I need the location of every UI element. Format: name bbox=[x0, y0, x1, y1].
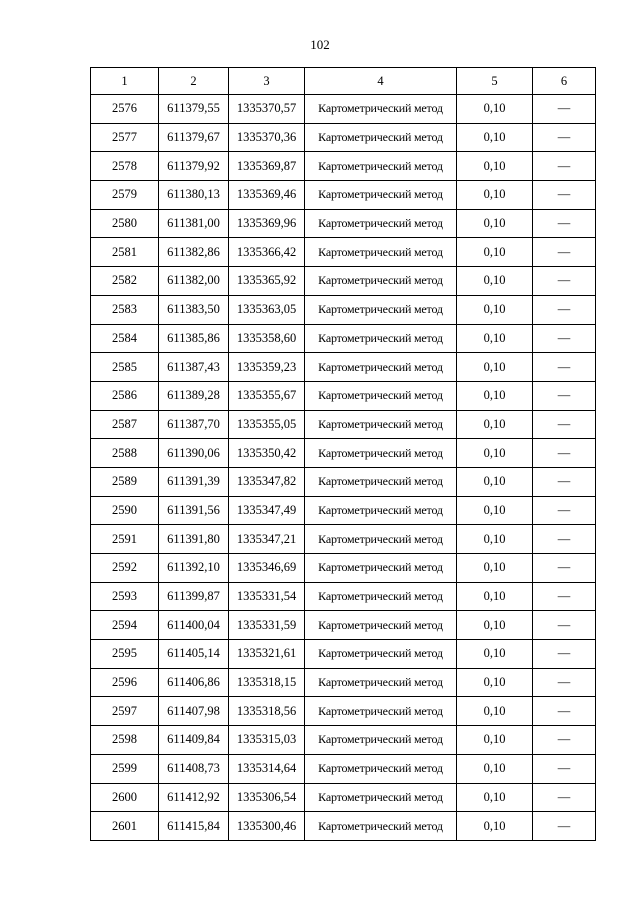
x-coordinate-cell: 611379,67 bbox=[159, 123, 229, 152]
x-coordinate-cell: 611389,28 bbox=[159, 381, 229, 410]
method-cell: Картометрический метод bbox=[305, 754, 457, 783]
y-coordinate-cell: 1335370,36 bbox=[229, 123, 305, 152]
method-cell: Картометрический метод bbox=[305, 238, 457, 267]
note-cell: — bbox=[533, 582, 596, 611]
table-row bbox=[91, 324, 596, 353]
x-coordinate-cell: 611415,84 bbox=[159, 812, 229, 841]
note-cell: — bbox=[533, 181, 596, 210]
accuracy-cell: 0,10 bbox=[457, 123, 533, 152]
y-coordinate-cell: 1335355,05 bbox=[229, 410, 305, 439]
y-coordinate-cell: 1335358,60 bbox=[229, 324, 305, 353]
note-cell: — bbox=[533, 812, 596, 841]
x-coordinate-cell: 611391,39 bbox=[159, 467, 229, 496]
note-cell: — bbox=[533, 783, 596, 812]
point-number-cell: 2597 bbox=[91, 697, 159, 726]
column-header: 4 bbox=[305, 68, 457, 95]
method-cell: Картометрический метод bbox=[305, 611, 457, 640]
note-cell: — bbox=[533, 410, 596, 439]
y-coordinate-cell: 1335306,54 bbox=[229, 783, 305, 812]
method-cell: Картометрический метод bbox=[305, 123, 457, 152]
note-cell: — bbox=[533, 611, 596, 640]
y-coordinate-cell: 1335347,21 bbox=[229, 525, 305, 554]
y-coordinate-cell: 1335315,03 bbox=[229, 726, 305, 755]
note-cell: — bbox=[533, 697, 596, 726]
method-cell: Картометрический метод bbox=[305, 353, 457, 382]
accuracy-cell: 0,10 bbox=[457, 783, 533, 812]
x-coordinate-cell: 611399,87 bbox=[159, 582, 229, 611]
note-cell: — bbox=[533, 123, 596, 152]
x-coordinate-cell: 611406,86 bbox=[159, 668, 229, 697]
table-header-row bbox=[91, 68, 596, 95]
y-coordinate-cell: 1335318,56 bbox=[229, 697, 305, 726]
x-coordinate-cell: 611379,92 bbox=[159, 152, 229, 181]
method-cell: Картометрический метод bbox=[305, 640, 457, 669]
table-row bbox=[91, 812, 596, 841]
table-row bbox=[91, 697, 596, 726]
point-number-cell: 2591 bbox=[91, 525, 159, 554]
note-cell: — bbox=[533, 668, 596, 697]
point-number-cell: 2589 bbox=[91, 467, 159, 496]
column-header: 6 bbox=[533, 68, 596, 95]
point-number-cell: 2586 bbox=[91, 381, 159, 410]
table-row bbox=[91, 381, 596, 410]
y-coordinate-cell: 1335331,54 bbox=[229, 582, 305, 611]
table-row bbox=[91, 267, 596, 296]
x-coordinate-cell: 611412,92 bbox=[159, 783, 229, 812]
accuracy-cell: 0,10 bbox=[457, 812, 533, 841]
note-cell: — bbox=[533, 238, 596, 267]
accuracy-cell: 0,10 bbox=[457, 496, 533, 525]
y-coordinate-cell: 1335370,57 bbox=[229, 95, 305, 124]
column-header: 5 bbox=[457, 68, 533, 95]
table-row bbox=[91, 95, 596, 124]
note-cell: — bbox=[533, 353, 596, 382]
method-cell: Картометрический метод bbox=[305, 381, 457, 410]
table-row bbox=[91, 783, 596, 812]
y-coordinate-cell: 1335359,23 bbox=[229, 353, 305, 382]
accuracy-cell: 0,10 bbox=[457, 324, 533, 353]
point-number-cell: 2578 bbox=[91, 152, 159, 181]
note-cell: — bbox=[533, 209, 596, 238]
y-coordinate-cell: 1335365,92 bbox=[229, 267, 305, 296]
table-row bbox=[91, 353, 596, 382]
table-row bbox=[91, 554, 596, 583]
point-number-cell: 2601 bbox=[91, 812, 159, 841]
y-coordinate-cell: 1335347,49 bbox=[229, 496, 305, 525]
table-row bbox=[91, 754, 596, 783]
y-coordinate-cell: 1335318,15 bbox=[229, 668, 305, 697]
column-header: 3 bbox=[229, 68, 305, 95]
table-row bbox=[91, 496, 596, 525]
point-number-cell: 2587 bbox=[91, 410, 159, 439]
table-row bbox=[91, 525, 596, 554]
point-number-cell: 2599 bbox=[91, 754, 159, 783]
accuracy-cell: 0,10 bbox=[457, 95, 533, 124]
note-cell: — bbox=[533, 554, 596, 583]
method-cell: Картометрический метод bbox=[305, 783, 457, 812]
coordinates-table bbox=[90, 67, 596, 841]
point-number-cell: 2582 bbox=[91, 267, 159, 296]
x-coordinate-cell: 611380,13 bbox=[159, 181, 229, 210]
x-coordinate-cell: 611381,00 bbox=[159, 209, 229, 238]
x-coordinate-cell: 611409,84 bbox=[159, 726, 229, 755]
table-row bbox=[91, 152, 596, 181]
x-coordinate-cell: 611392,10 bbox=[159, 554, 229, 583]
note-cell: — bbox=[533, 525, 596, 554]
note-cell: — bbox=[533, 439, 596, 468]
table-row bbox=[91, 467, 596, 496]
table-row bbox=[91, 582, 596, 611]
y-coordinate-cell: 1335347,82 bbox=[229, 467, 305, 496]
point-number-cell: 2595 bbox=[91, 640, 159, 669]
accuracy-cell: 0,10 bbox=[457, 238, 533, 267]
note-cell: — bbox=[533, 726, 596, 755]
accuracy-cell: 0,10 bbox=[457, 611, 533, 640]
point-number-cell: 2590 bbox=[91, 496, 159, 525]
x-coordinate-cell: 611390,06 bbox=[159, 439, 229, 468]
table-row bbox=[91, 295, 596, 324]
method-cell: Картометрический метод bbox=[305, 324, 457, 353]
note-cell: — bbox=[533, 152, 596, 181]
method-cell: Картометрический метод bbox=[305, 95, 457, 124]
x-coordinate-cell: 611391,56 bbox=[159, 496, 229, 525]
note-cell: — bbox=[533, 467, 596, 496]
point-number-cell: 2593 bbox=[91, 582, 159, 611]
accuracy-cell: 0,10 bbox=[457, 668, 533, 697]
y-coordinate-cell: 1335321,61 bbox=[229, 640, 305, 669]
point-number-cell: 2576 bbox=[91, 95, 159, 124]
y-coordinate-cell: 1335350,42 bbox=[229, 439, 305, 468]
note-cell: — bbox=[533, 754, 596, 783]
method-cell: Картометрический метод bbox=[305, 295, 457, 324]
table-row bbox=[91, 410, 596, 439]
y-coordinate-cell: 1335300,46 bbox=[229, 812, 305, 841]
x-coordinate-cell: 611387,43 bbox=[159, 353, 229, 382]
x-coordinate-cell: 611382,86 bbox=[159, 238, 229, 267]
accuracy-cell: 0,10 bbox=[457, 181, 533, 210]
accuracy-cell: 0,10 bbox=[457, 410, 533, 439]
point-number-cell: 2585 bbox=[91, 353, 159, 382]
x-coordinate-cell: 611391,80 bbox=[159, 525, 229, 554]
x-coordinate-cell: 611387,70 bbox=[159, 410, 229, 439]
accuracy-cell: 0,10 bbox=[457, 582, 533, 611]
accuracy-cell: 0,10 bbox=[457, 439, 533, 468]
method-cell: Картометрический метод bbox=[305, 410, 457, 439]
note-cell: — bbox=[533, 95, 596, 124]
accuracy-cell: 0,10 bbox=[457, 525, 533, 554]
point-number-cell: 2577 bbox=[91, 123, 159, 152]
method-cell: Картометрический метод bbox=[305, 726, 457, 755]
point-number-cell: 2596 bbox=[91, 668, 159, 697]
accuracy-cell: 0,10 bbox=[457, 467, 533, 496]
x-coordinate-cell: 611379,55 bbox=[159, 95, 229, 124]
note-cell: — bbox=[533, 381, 596, 410]
method-cell: Картометрический метод bbox=[305, 181, 457, 210]
method-cell: Картометрический метод bbox=[305, 582, 457, 611]
accuracy-cell: 0,10 bbox=[457, 554, 533, 583]
y-coordinate-cell: 1335314,64 bbox=[229, 754, 305, 783]
note-cell: — bbox=[533, 640, 596, 669]
table-row bbox=[91, 611, 596, 640]
method-cell: Картометрический метод bbox=[305, 209, 457, 238]
y-coordinate-cell: 1335346,69 bbox=[229, 554, 305, 583]
table-row bbox=[91, 726, 596, 755]
method-cell: Картометрический метод bbox=[305, 525, 457, 554]
point-number-cell: 2592 bbox=[91, 554, 159, 583]
x-coordinate-cell: 611383,50 bbox=[159, 295, 229, 324]
method-cell: Картометрический метод bbox=[305, 697, 457, 726]
point-number-cell: 2584 bbox=[91, 324, 159, 353]
accuracy-cell: 0,10 bbox=[457, 640, 533, 669]
table-row bbox=[91, 209, 596, 238]
x-coordinate-cell: 611385,86 bbox=[159, 324, 229, 353]
y-coordinate-cell: 1335363,05 bbox=[229, 295, 305, 324]
point-number-cell: 2583 bbox=[91, 295, 159, 324]
point-number-cell: 2598 bbox=[91, 726, 159, 755]
method-cell: Картометрический метод bbox=[305, 439, 457, 468]
method-cell: Картометрический метод bbox=[305, 267, 457, 296]
page-number: 102 bbox=[310, 37, 330, 52]
x-coordinate-cell: 611408,73 bbox=[159, 754, 229, 783]
y-coordinate-cell: 1335355,67 bbox=[229, 381, 305, 410]
note-cell: — bbox=[533, 295, 596, 324]
accuracy-cell: 0,10 bbox=[457, 267, 533, 296]
accuracy-cell: 0,10 bbox=[457, 152, 533, 181]
y-coordinate-cell: 1335369,87 bbox=[229, 152, 305, 181]
column-header: 1 bbox=[91, 68, 159, 95]
x-coordinate-cell: 611400,04 bbox=[159, 611, 229, 640]
accuracy-cell: 0,10 bbox=[457, 295, 533, 324]
accuracy-cell: 0,10 bbox=[457, 381, 533, 410]
method-cell: Картометрический метод bbox=[305, 467, 457, 496]
y-coordinate-cell: 1335369,46 bbox=[229, 181, 305, 210]
point-number-cell: 2580 bbox=[91, 209, 159, 238]
y-coordinate-cell: 1335331,59 bbox=[229, 611, 305, 640]
note-cell: — bbox=[533, 267, 596, 296]
table-row bbox=[91, 123, 596, 152]
table-row bbox=[91, 640, 596, 669]
accuracy-cell: 0,10 bbox=[457, 353, 533, 382]
column-header: 2 bbox=[159, 68, 229, 95]
method-cell: Картометрический метод bbox=[305, 496, 457, 525]
table-row bbox=[91, 439, 596, 468]
table-row bbox=[91, 668, 596, 697]
x-coordinate-cell: 611407,98 bbox=[159, 697, 229, 726]
x-coordinate-cell: 611405,14 bbox=[159, 640, 229, 669]
accuracy-cell: 0,10 bbox=[457, 726, 533, 755]
y-coordinate-cell: 1335366,42 bbox=[229, 238, 305, 267]
method-cell: Картометрический метод bbox=[305, 152, 457, 181]
point-number-cell: 2600 bbox=[91, 783, 159, 812]
table-row bbox=[91, 181, 596, 210]
accuracy-cell: 0,10 bbox=[457, 754, 533, 783]
note-cell: — bbox=[533, 324, 596, 353]
table-row bbox=[91, 238, 596, 267]
method-cell: Картометрический метод bbox=[305, 812, 457, 841]
point-number-cell: 2579 bbox=[91, 181, 159, 210]
point-number-cell: 2588 bbox=[91, 439, 159, 468]
y-coordinate-cell: 1335369,96 bbox=[229, 209, 305, 238]
accuracy-cell: 0,10 bbox=[457, 697, 533, 726]
point-number-cell: 2594 bbox=[91, 611, 159, 640]
point-number-cell: 2581 bbox=[91, 238, 159, 267]
accuracy-cell: 0,10 bbox=[457, 209, 533, 238]
x-coordinate-cell: 611382,00 bbox=[159, 267, 229, 296]
method-cell: Картометрический метод bbox=[305, 668, 457, 697]
method-cell: Картометрический метод bbox=[305, 554, 457, 583]
note-cell: — bbox=[533, 496, 596, 525]
